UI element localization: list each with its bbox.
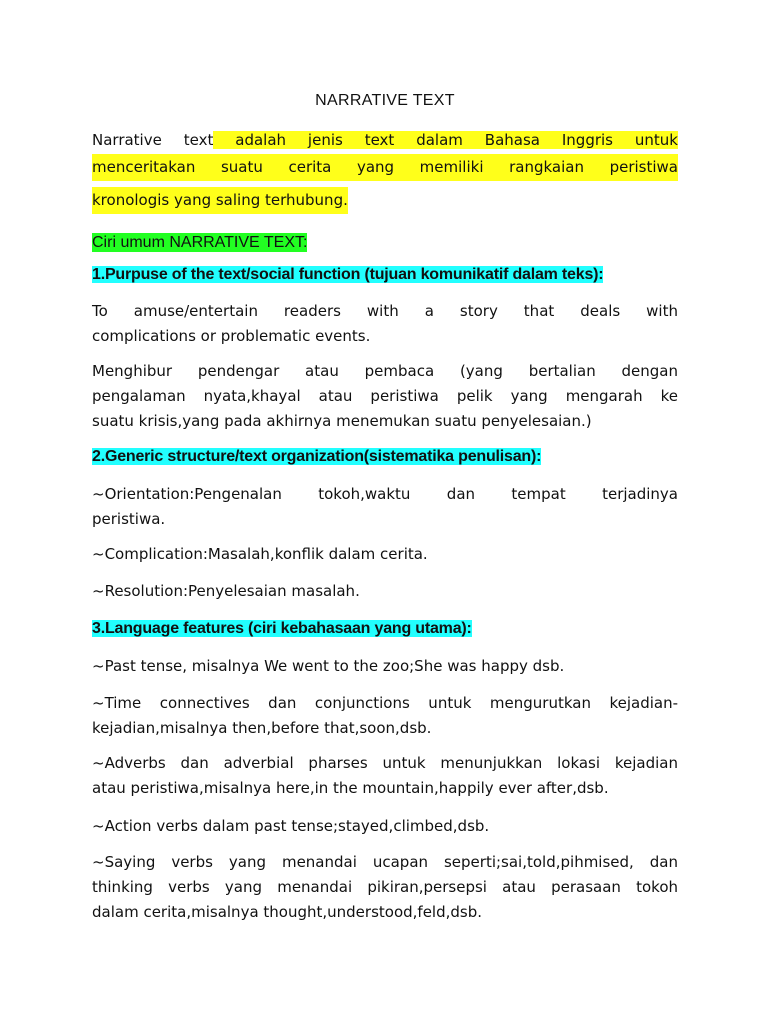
- document-title: NARRATIVE TEXT: [315, 92, 455, 109]
- time-connectives-item: ~Time connectives dan conjunctions untuk mengurutkan kejadian- kejadian,misalnya then,before that,soon,dsb.: [92, 694, 678, 737]
- section-1-paragraph-english: To amuse/entertain readers with a story that deals with complications or problematic events.: [92, 302, 678, 345]
- intro-line-1: [92, 127, 678, 154]
- ciri-umum-label: Ciri umum NARRATIVE TEXT:: [92, 234, 308, 251]
- intro-paragraph: [92, 127, 678, 214]
- section-1-paragraph-indonesian: Menghibur pendengar atau pembaca (yang bertalian dengan pengalaman nyata,khayal atau peristiwa pelik yang mengarah ke suatu krisis,yang pada akhirnya menemukan suatu penyelesaian.): [92, 362, 678, 430]
- intro-line-2: menceritakan suatu cerita yang memiliki rangkaian peristiwa: [92, 154, 678, 181]
- intro-highlight-1: adalah jenis text dalam Bahasa Inggris untuk: [213, 131, 678, 149]
- section-1-heading: 1.Purpuse of the text/social function (tujuan komunikatif dalam teks):: [92, 266, 604, 283]
- resolution-item: ~Resolution:Penyelesaian masalah.: [92, 582, 360, 600]
- intro-prefix: Narrative text: [92, 131, 214, 149]
- saying-verbs-item: ~Saying verbs yang menandai ucapan seperti;sai,told,pihmised, dan thinking verbs yang menandai pikiran,persepsi atau perasaan tokoh dalam cerita,misalnya thought,understood,feld,dsb.: [92, 853, 678, 921]
- past-tense-item: ~Past tense, misalnya We went to the zoo;She was happy dsb.: [92, 657, 565, 675]
- intro-line-3: kronologis yang saling terhubung.: [92, 187, 348, 214]
- action-verbs-item: ~Action verbs dalam past tense;stayed,climbed,dsb.: [92, 817, 490, 835]
- section-3-heading: 3.Language features (ciri kebahasaan yang utama):: [92, 620, 472, 637]
- orientation-item: ~Orientation:Pengenalan tokoh,waktu dan tempat terjadinya peristiwa.: [92, 485, 678, 528]
- complication-item: ~Complication:Masalah,konflik dalam cerita.: [92, 545, 428, 563]
- adverbs-item: ~Adverbs dan adverbial pharses untuk menunjukkan lokasi kejadian atau peristiwa,misalnya here,in the mountain,happily ever after,dsb.: [92, 754, 678, 797]
- section-2-heading: 2.Generic structure/text organization(sistematika penulisan):: [92, 448, 542, 465]
